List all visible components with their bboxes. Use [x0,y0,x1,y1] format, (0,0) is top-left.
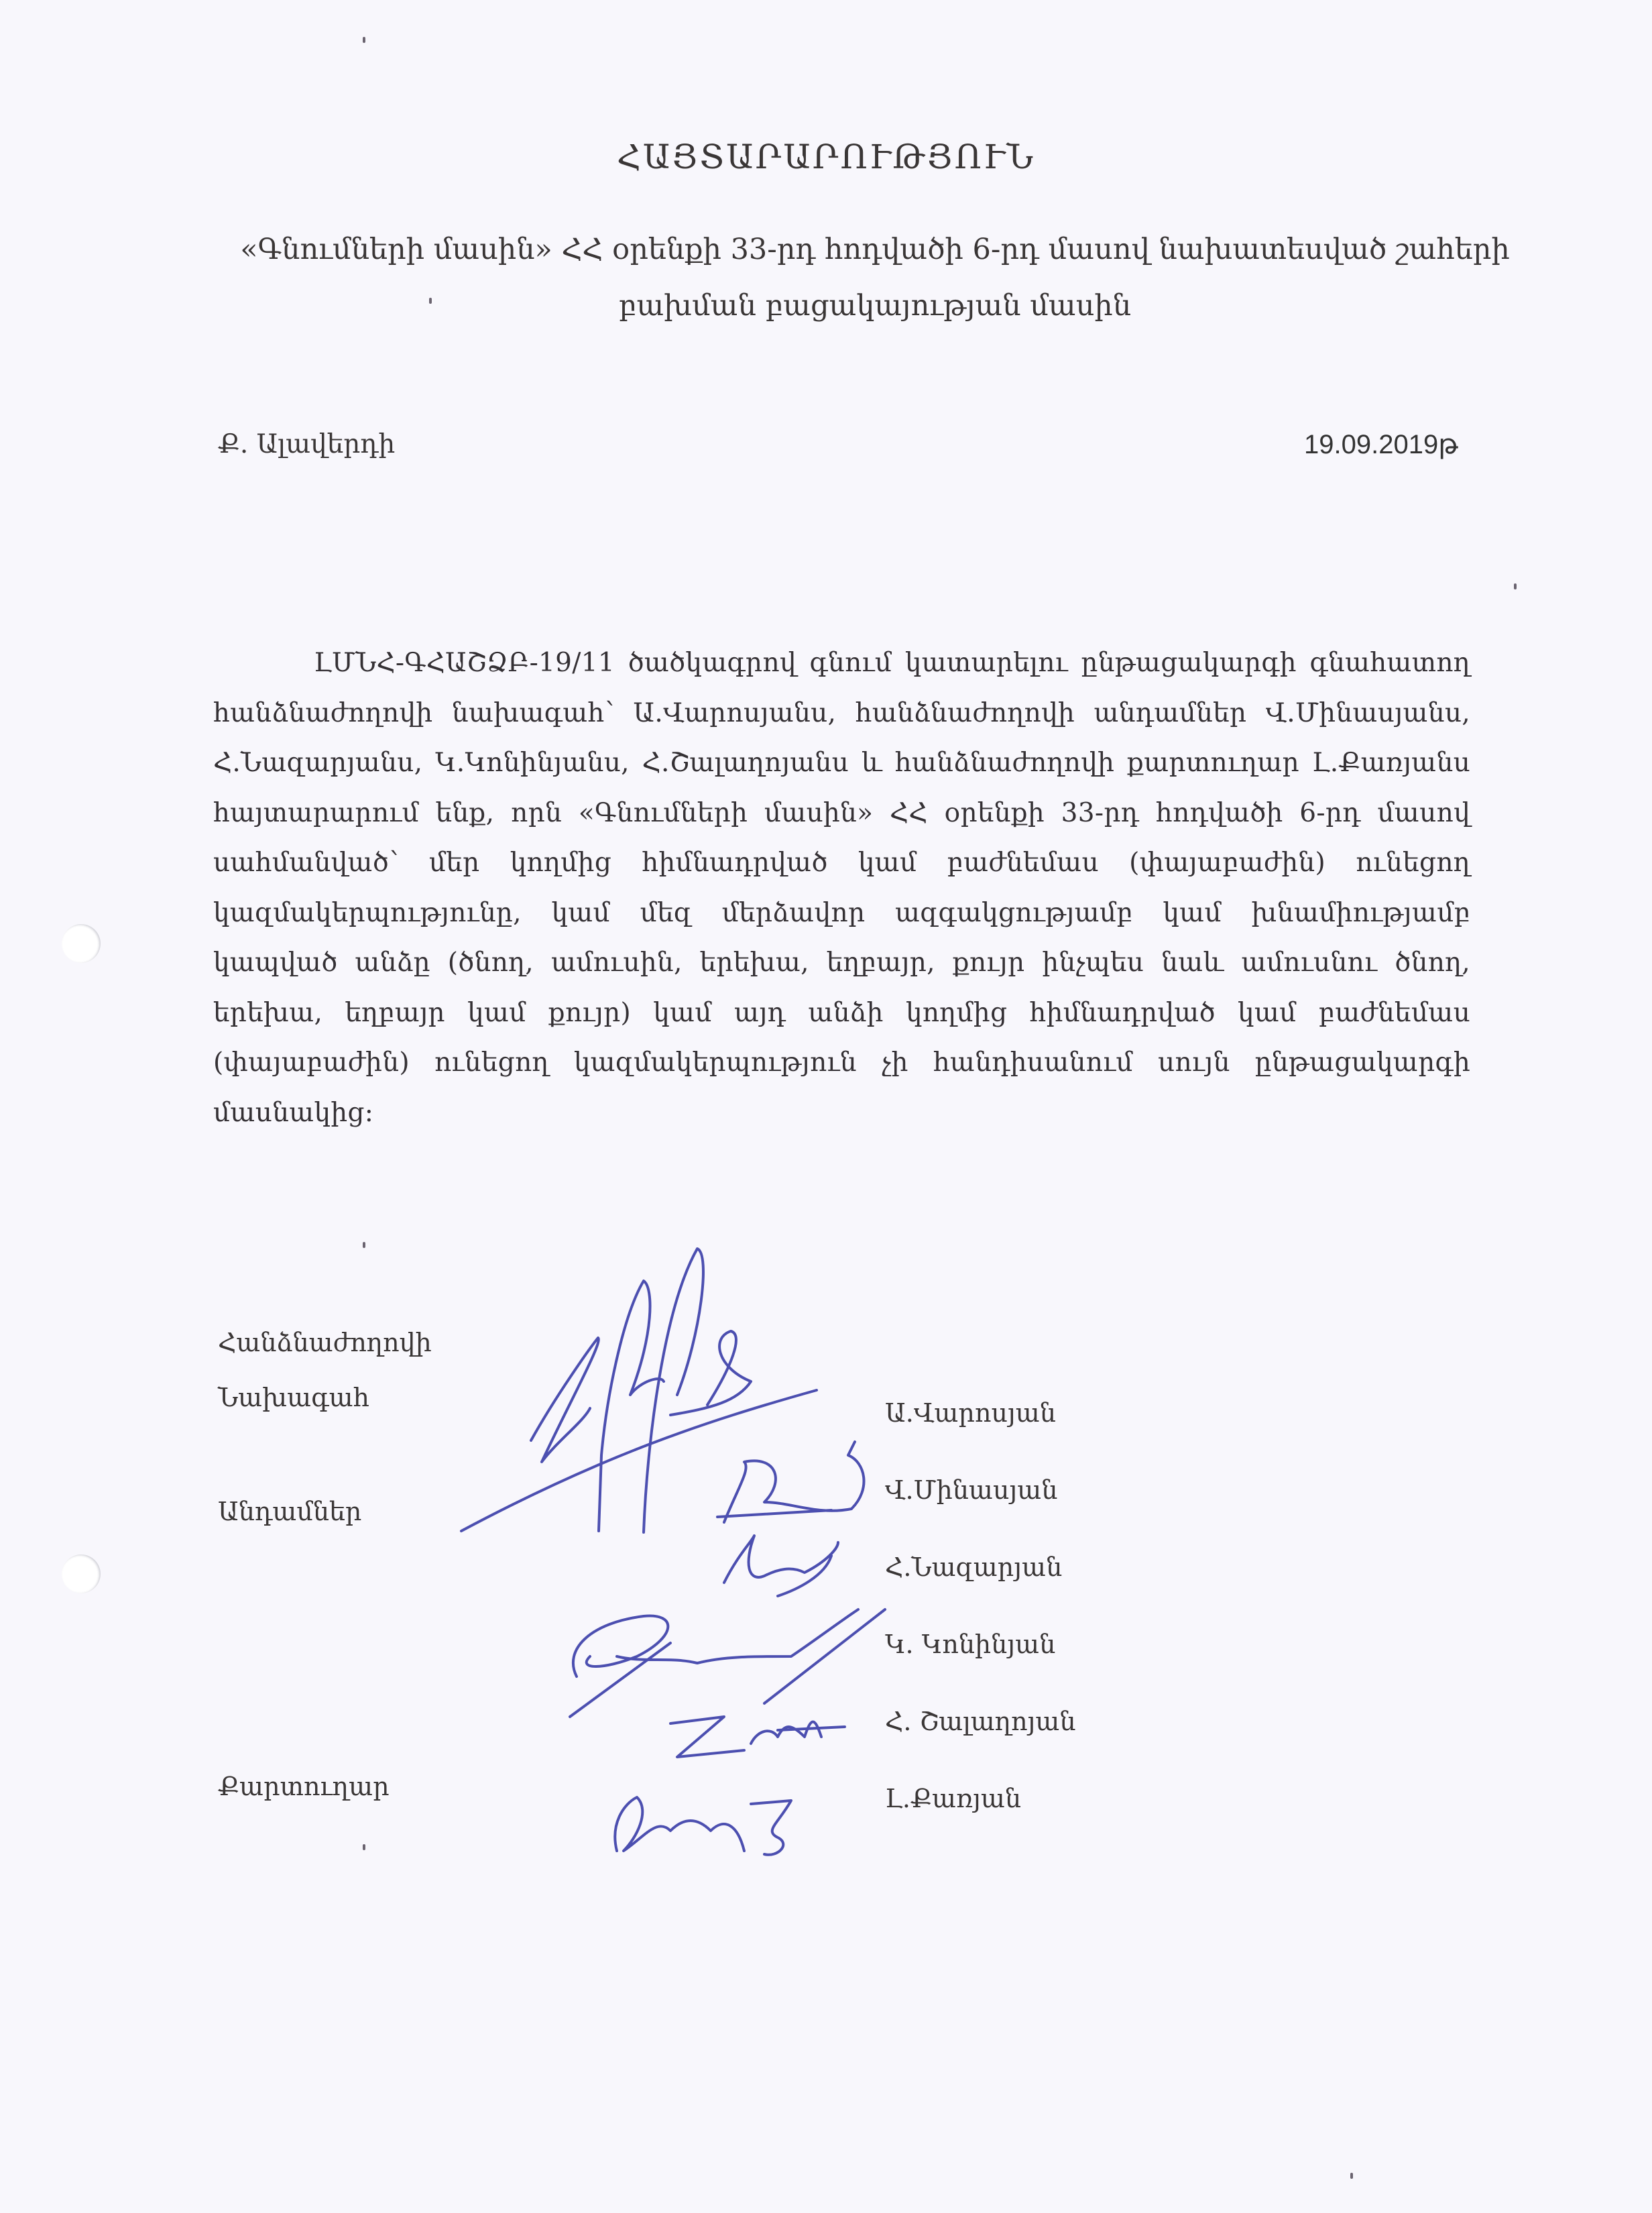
declaration-body: ԼՄՆՀ-ԳՀԱՇՁԲ-19/11 ծածկագրով գնում կատարելու ընթացակարգի գնահատող հանձնաժողովի նախագահ՝ Ա.Վարոսյանս, հանձնաժողովի անդամներ Վ.Մինասյանս, Հ.Նազարյանս, Կ.Կոնինյանս, Հ.Շալաղոյանս և հանձնաժողովի քարտուղար Լ.Քառյանս հայտարարում ենք, որն «Գնումների մասին» ՀՀ օրենքի 33-րդ հոդվածի 6-րդ մասով սահմանված՝ մեր կողմից հիմնադրված կամ բաժնեմաս (փայաբաժին) ունեցող կազմակերպությունը, կամ մեզ մերձավոր ազգակցությամբ կամ խնամիությամբ կապված անձը (ծնող, ամուսին, երեխա, եղբայր, քույր ինչպես նաև ամուսնու ծնող, երեխա, եղբայր կամ քույր) կամ այդ անձի կողմից հիմնադրված կամ բաժնեմաս (փայաբաժին) ունեցող կազմակերպություն չի հանդիսանում սույն ընթացակարգի մասնակից: [213,648,1470,1128]
punch-hole [62,924,101,963]
label-secretary: Քարտուղար [218,1772,390,1801]
signatory-name: Կ. Կոնինյան [885,1630,1056,1659]
label-commission: Հանձնաժողովի [218,1328,432,1357]
document-date: 19.09.2019թ [1304,430,1458,459]
punch-hole [62,1554,101,1593]
label-members: Անդամներ [218,1497,362,1526]
scan-speck [1514,583,1517,589]
signature-member-1 [717,1442,864,1522]
label-chairman: Նախագահ [218,1383,369,1412]
signatory-name: Ա.Վարոսյան [885,1398,1056,1428]
signature-member-3 [570,1609,885,1717]
place-of-issue: Ք. Ալավերդի [218,429,396,459]
signatory-name: Լ.Քառյան [885,1784,1022,1813]
signature-member-2 [724,1536,838,1596]
scan-speck [1350,2173,1353,2179]
subtitle-line-1: «Գնումների մասին» ՀՀ օրենքի 33-րդ հոդվածի 6-րդ մասով նախատեսված շահերի [240,233,1510,266]
signature-member-4 [670,1717,845,1757]
signature-chairman [461,1249,817,1532]
signatory-name: Վ.Մինասյան [885,1475,1058,1505]
signatory-name: Հ.Նազարյան [885,1552,1063,1582]
scan-speck [363,1844,365,1850]
subtitle-line-2: բախման բացակայության մասին [618,289,1132,323]
signatory-name: Հ. Շալաղոյան [885,1707,1076,1736]
scan-speck [363,37,365,43]
scan-speck [363,1242,365,1248]
document-title: ՀԱՅՏԱՐԱՐՈՒԹՅՈՒՆ [616,137,1036,176]
document-subtitle [221,221,1529,334]
signature-secretary [615,1797,791,1855]
scan-speck [429,298,432,304]
